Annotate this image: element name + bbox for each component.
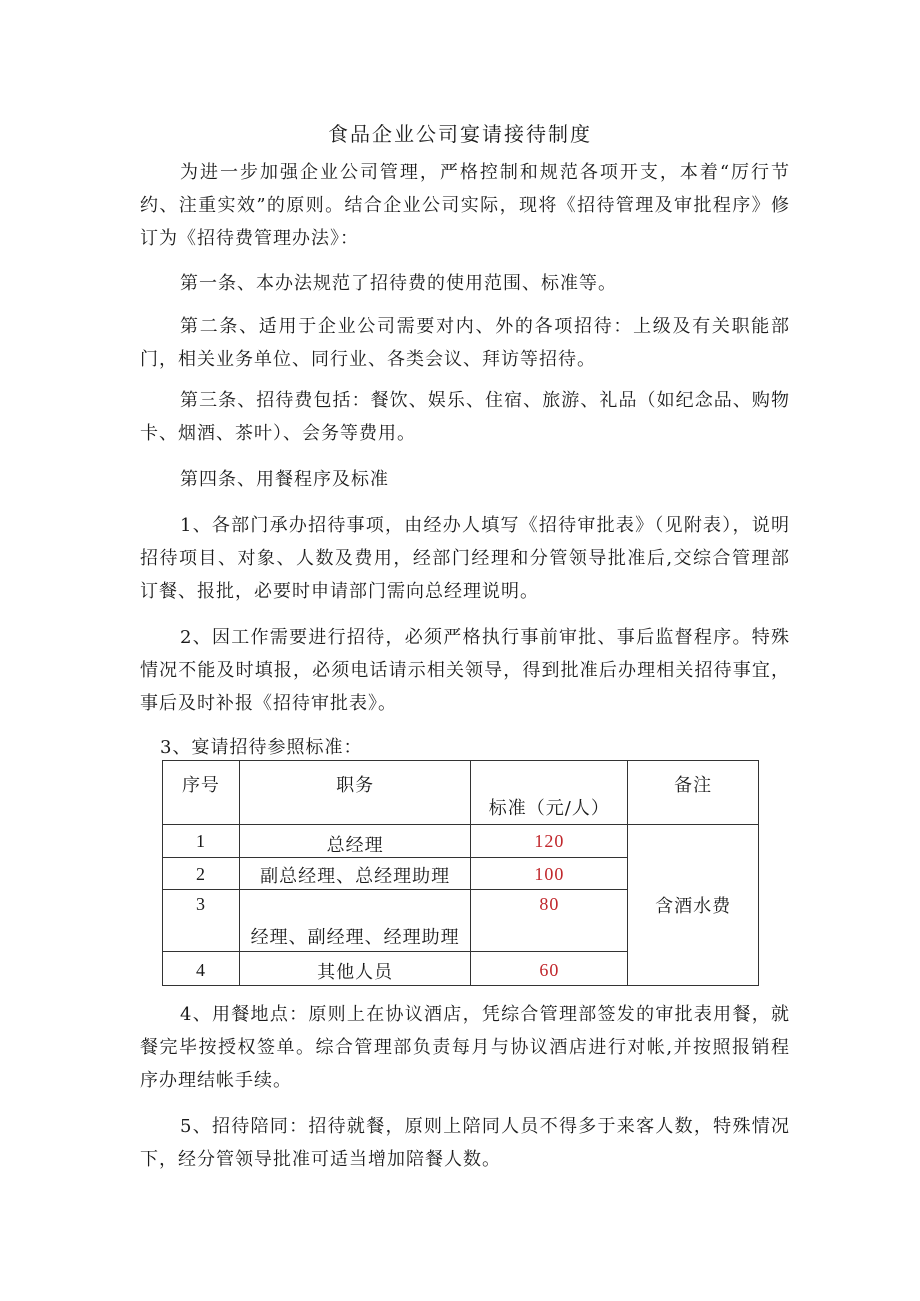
standard-table: [162, 760, 759, 986]
document-title: 食品企业公司宴请接待制度: [328, 122, 592, 146]
article-4: 第四条、用餐程序及标准: [180, 469, 389, 490]
row-no: 3: [163, 890, 240, 952]
header-remark: 备注: [628, 761, 759, 825]
row-standard: 80: [471, 890, 628, 952]
intro-paragraph: 为进一步加强企业公司管理，严格控制和规范各项开支，本着“厉行节约、注重实效”的原则。结合企业公司实际，现将《招待管理及审批程序》修订为《招待费管理办法》：: [140, 162, 790, 249]
item-4: 4、用餐地点：原则上在协议酒店，凭综合管理部签发的审批表用餐，就餐完毕按授权签单。综合管理部负责每月与协议酒店进行对帐,并按照报销程序办理结帐手续。: [140, 1004, 790, 1091]
row-no: 1: [163, 825, 240, 858]
row-no: 2: [163, 858, 240, 890]
table-row: [163, 825, 759, 858]
row-standard: 120: [471, 825, 628, 858]
row-no: 4: [163, 952, 240, 986]
row-position: 副总经理、总经理助理: [239, 858, 471, 890]
header-position: 职务: [239, 761, 471, 825]
header-no: 序号: [163, 761, 240, 825]
row-position: 经理、副经理、经理助理: [239, 890, 471, 952]
row-standard: 60: [471, 952, 628, 986]
article-3: 第三条、招待费包括：餐饮、娱乐、住宿、旅游、礼品（如纪念品、购物卡、烟酒、茶叶）、会务等费用。: [140, 390, 790, 444]
article-1: 第一条、本办法规范了招待费的使用范围、标准等。: [180, 273, 617, 294]
remark-cell: 含酒水费: [628, 825, 759, 986]
item-5: 5、招待陪同：招待就餐，原则上陪同人员不得多于来客人数，特殊情况下，经分管领导批准可适当增加陪餐人数。: [140, 1116, 790, 1170]
item-3: 3、宴请招待参照标准：: [160, 737, 363, 758]
row-position: 其他人员: [239, 952, 471, 986]
row-standard: 100: [471, 858, 628, 890]
table-header-row: [163, 761, 759, 825]
article-2: 第二条、适用于企业公司需要对内、外的各项招待：上级及有关职能部门，相关业务单位、同行业、各类会议、拜访等招待。: [140, 316, 790, 370]
header-standard: 标准（元/人）: [471, 761, 628, 825]
item-2: 2、因工作需要进行招待，必须严格执行事前审批、事后监督程序。特殊情况不能及时填报，必须电话请示相关领导，得到批准后办理相关招待事宜，事后及时补报《招待审批表》。: [140, 627, 790, 714]
row-position: 总经理: [239, 825, 471, 858]
item-1: 1、各部门承办招待事项，由经办人填写《招待审批表》（见附表），说明招待项目、对象、人数及费用，经部门经理和分管领导批准后,交综合管理部订餐、报批，必要时申请部门需向总经理说明。: [140, 515, 790, 602]
